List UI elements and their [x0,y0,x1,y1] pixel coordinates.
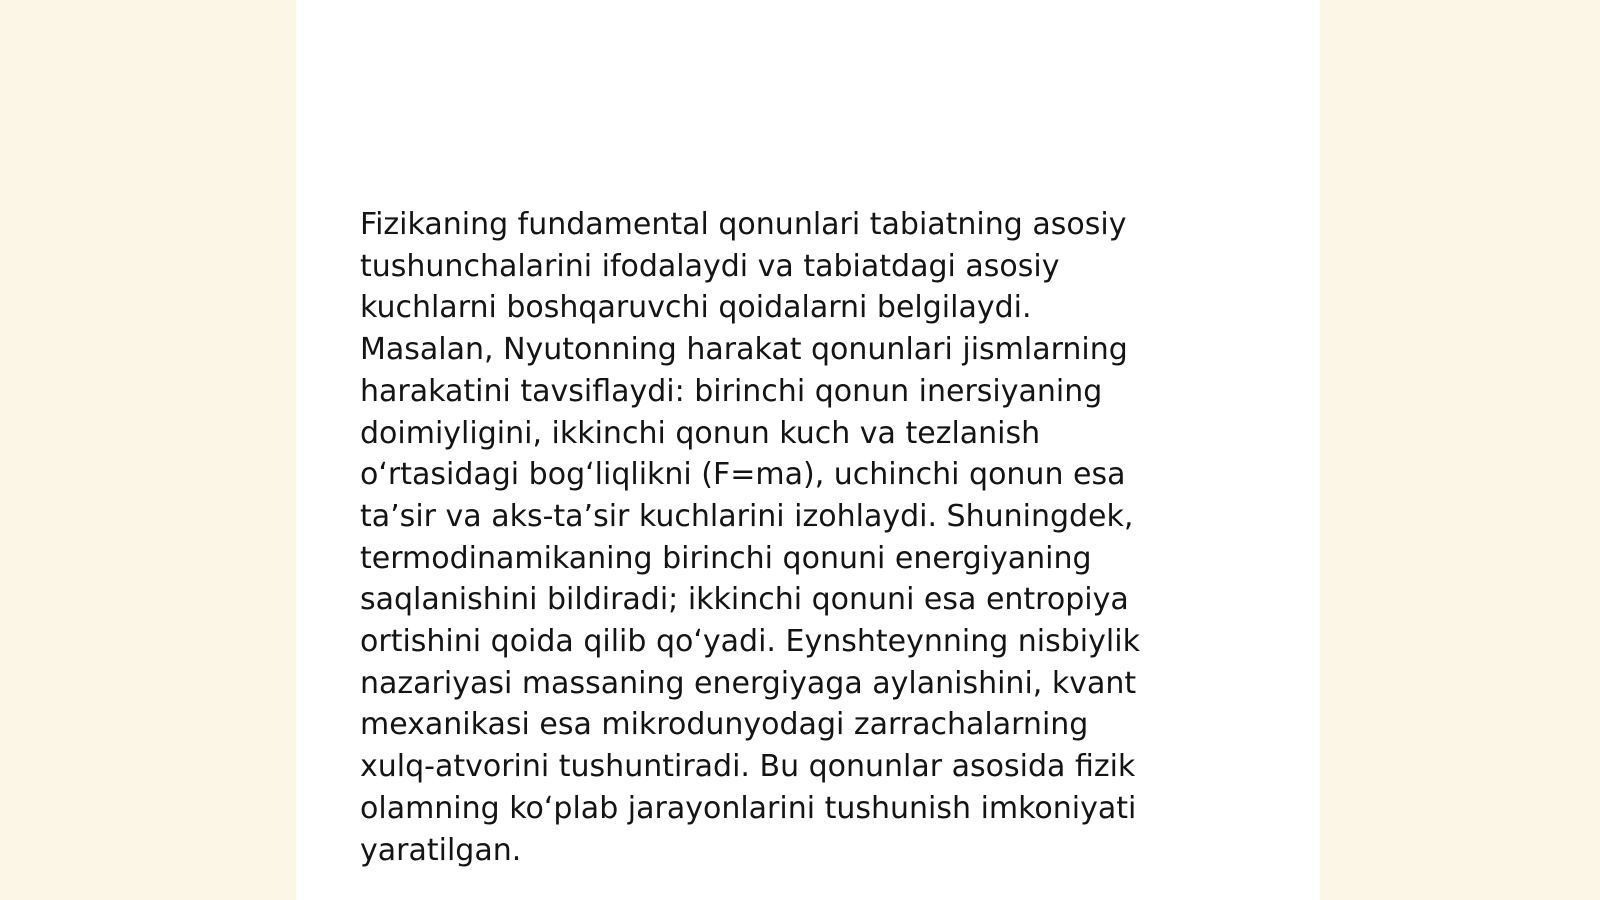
body-paragraph [360,204,1240,871]
paragraph-line: harakatini tavsiflaydi: birinchi qonun inersiyaning [360,373,1103,409]
paragraph-line: mexanikasi esa mikrodunyodagi zarrachalarning [360,707,1089,743]
paragraph-line: xulq-atvorini tushuntiradi. Bu qonunlar asosida fizik [360,749,1136,785]
paragraph-line: doimiyligini, ikkinchi qonun kuch va tezlanish [360,415,1041,451]
paragraph-line: termodinamikaning birinchi qonuni energiyaning [360,540,1092,576]
paragraph-line: Fizikaning fundamental qonunlari tabiatning asosiy [360,207,1127,242]
paragraph-line: yaratilgan. [360,832,522,868]
paragraph-line: kuchlarni boshqaruvchi qoidalarni belgilaydi. [360,290,1032,326]
paragraph-line: tushunchalarini ifodalaydi va tabiatdagi asosiy [360,248,1060,284]
paragraph-line: o‘rtasidagi bog‘liqlikni (F=ma), uchinchi qonun esa [360,457,1126,493]
paragraph-line: saqlanishini bildiradi; ikkinchi qonuni esa entropiya [360,582,1129,618]
paragraph-line: ortishini qoida qilib qo‘yadi. Eynshteynning nisbiylik [360,624,1140,660]
paragraph-line: nazariyasi massaning energiyaga aylanishini, kvant [360,665,1137,701]
paragraph-line: ta’sir va aks-ta’sir kuchlarini izohlaydi. Shuningdek, [360,498,1134,534]
paragraph-line: olamning ko‘plab jarayonlarini tushunish imkoniyati [360,790,1137,826]
document-page [296,0,1320,900]
paragraph-line: Masalan, Nyutonning harakat qonunlari jismlarning [360,332,1128,368]
